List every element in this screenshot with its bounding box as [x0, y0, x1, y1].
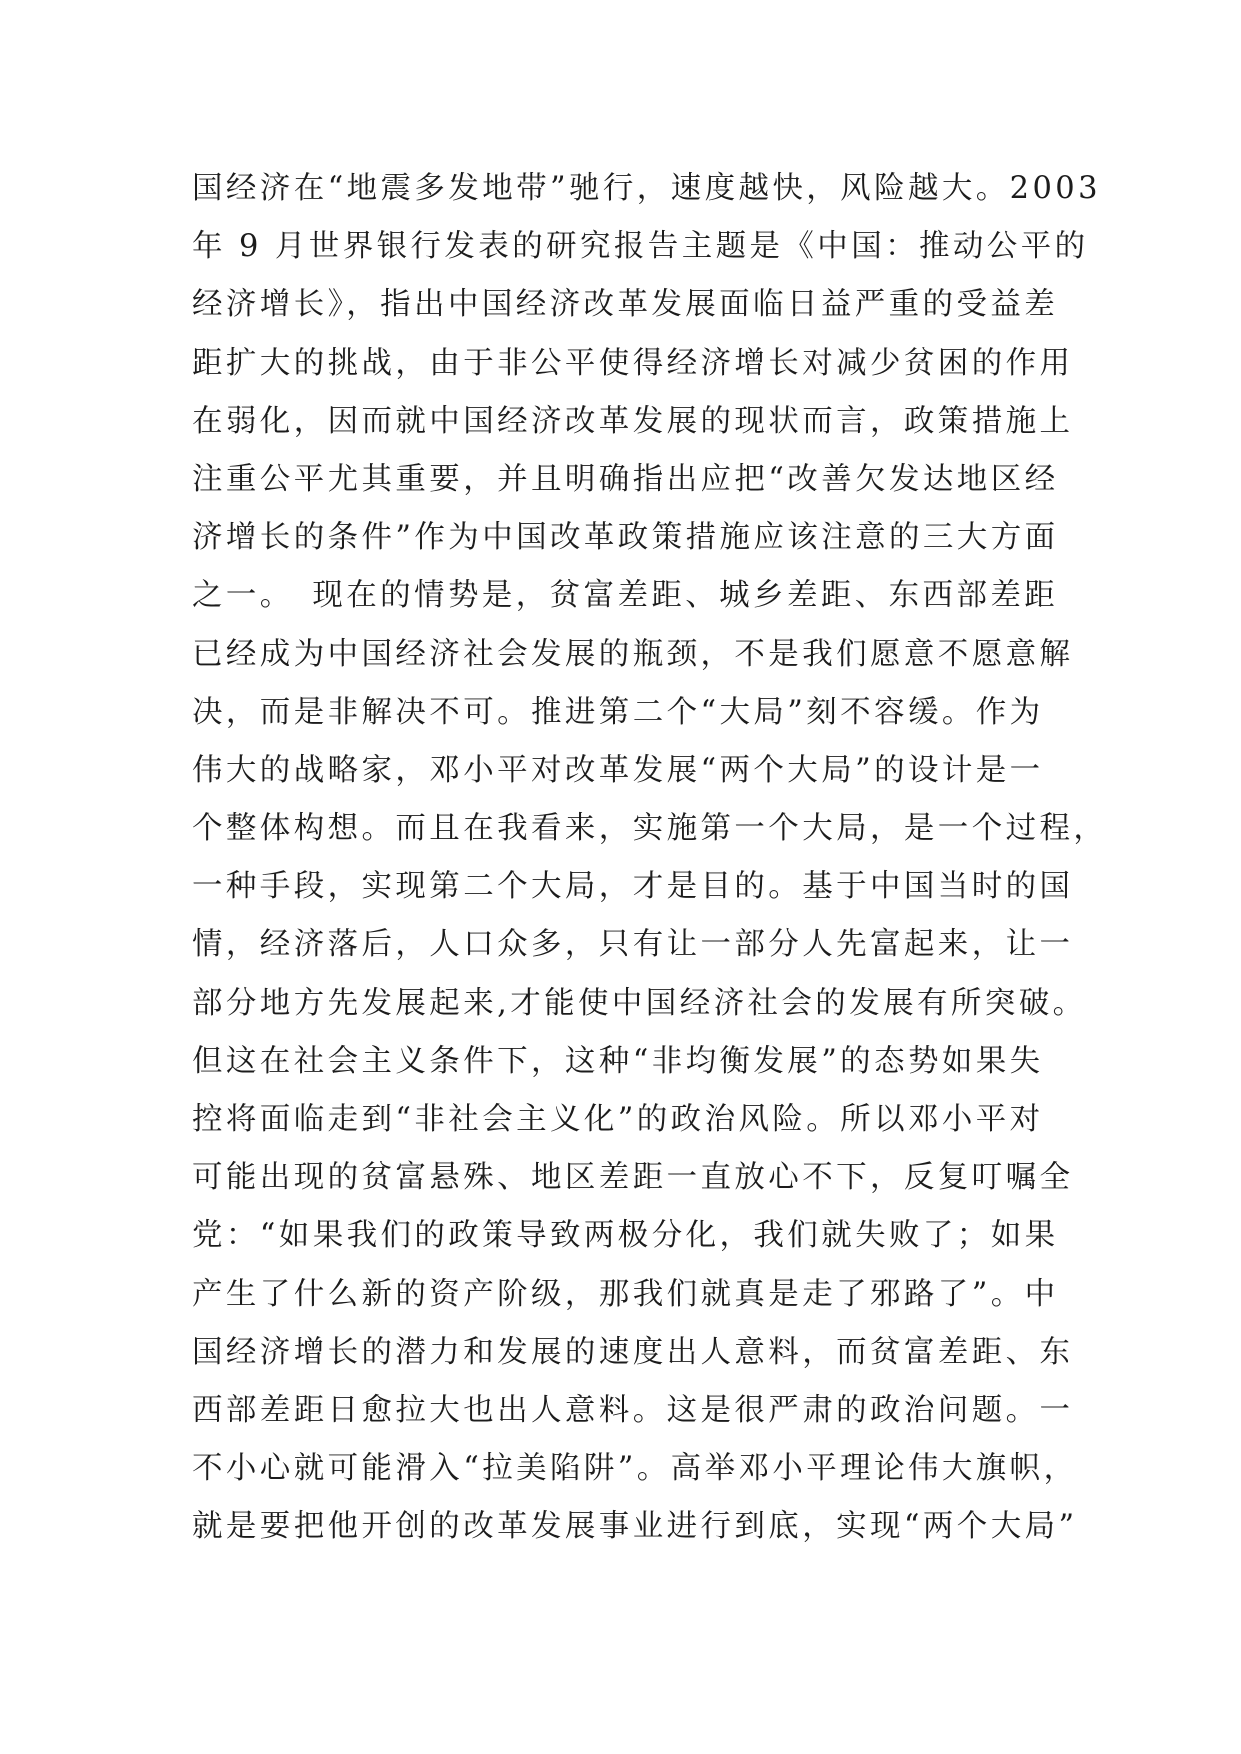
text-line: 就是要把他开创的改革发展事业进行到底，实现“两个大局” [192, 1509, 1078, 1545]
text-line: 部分地方先发展起来,才能使中国经济社会的发展有所突破。 [192, 985, 1087, 1021]
text-line: 可能出现的贫富悬殊、地区差距一直放心不下，反复叮嘱全 [192, 1160, 1074, 1196]
text-line: 济增长的条件”作为中国改革政策措施应该注意的三大方面 [192, 520, 1059, 556]
text-line: 不小心就可能滑入“拉美陷阱”。高举邓小平理论伟大旗帜， [192, 1451, 1078, 1487]
text-line: 注重公平尤其重要，并且明确指出应把“改善欠发达地区经 [192, 461, 1059, 497]
text-line: 国经济增长的潜力和发展的速度出人意料，而贫富差距、东 [192, 1334, 1074, 1370]
text-line: 决，而是非解决不可。推进第二个“大局”刻不容缓。作为 [192, 694, 1044, 730]
text-line: 之一。 现在的情势是，贫富差距、城乡差距、东西部差距 [192, 578, 1059, 614]
body-text [192, 160, 1108, 1557]
text-line: 经济增长》，指出中国经济改革发展面临日益严重的受益差 [192, 287, 1059, 323]
text-line: 伟大的战略家，邓小平对改革发展“两个大局”的设计是一 [192, 752, 1044, 788]
text-line: 年 9 月世界银行发表的研究报告主题是《中国：推动公平的 [192, 229, 1089, 265]
text-line: 产生了什么新的资产阶级，那我们就真是走了邪路了”。中 [192, 1276, 1059, 1312]
text-line: 但这在社会主义条件下，这种“非均衡发展”的态势如果失 [192, 1043, 1044, 1079]
text-line: 控将面临走到“非社会主义化”的政治风险。所以邓小平对 [192, 1102, 1044, 1137]
text-line: 党：“如果我们的政策导致两极分化，我们就失败了；如果 [192, 1218, 1059, 1254]
text-line: 个整体构想。而且在我看来，实施第一个大局，是一个过程， [192, 811, 1108, 847]
text-line: 国经济在“地震多发地带”驰行，速度越快，风险越大。2003 [192, 171, 1101, 206]
text-line: 情，经济落后，人口众多，只有让一部分人先富起来，让一 [192, 927, 1074, 963]
text-line: 西部差距日愈拉大也出人意料。这是很严肃的政治问题。一 [192, 1392, 1074, 1428]
text-line: 距扩大的挑战，由于非公平使得经济增长对减少贫困的作用 [192, 345, 1074, 381]
text-line: 已经成为中国经济社会发展的瓶颈，不是我们愿意不愿意解 [192, 636, 1074, 672]
text-line: 在弱化，因而就中国经济改革发展的现状而言，政策措施上 [192, 403, 1074, 439]
text-line: 一种手段，实现第二个大局，才是目的。基于中国当时的国 [192, 869, 1074, 905]
